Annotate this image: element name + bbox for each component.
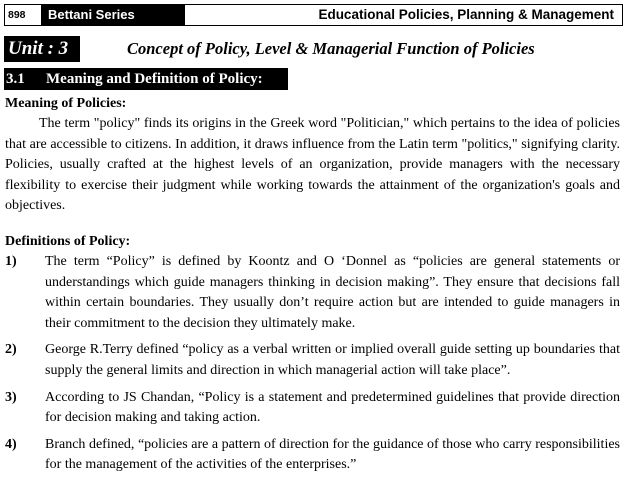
page-body xyxy=(5,94,620,482)
section-heading xyxy=(4,68,288,90)
definitions-heading: Definitions of Policy: xyxy=(5,233,131,249)
section-number: 3.1 xyxy=(6,71,25,87)
definition-number: 1) xyxy=(5,253,17,269)
unit-title: Concept of Policy, Level & Managerial Function of Policies xyxy=(127,39,535,58)
definition-item xyxy=(5,388,620,429)
meaning-paragraph: The term "policy" finds its origins in the Greek word "Politician," which pertains to the idea of policies that are accessible to citizens. In addition, it draws influence from the Latin term "politics," signifying clarity. Policies, usually crafted at the highest levels of an organization, provide managers with the necessary flexibility to exercise their judgment while working towards the attainment of the organization's goals and objectives. xyxy=(5,116,620,214)
definition-number: 2) xyxy=(5,342,17,358)
definition-item xyxy=(5,340,620,381)
definition-item xyxy=(5,435,620,476)
definition-text: According to JS Chandan, “Policy is a statement and predetermined guidelines that provide direction for decision making and taking action. xyxy=(45,389,620,426)
unit-label: Unit : 3 xyxy=(4,36,80,62)
running-header xyxy=(4,4,623,26)
book-title: Educational Policies, Planning & Management xyxy=(185,4,623,26)
definition-text: George R.Terry defined “policy as a verbal written or implied overall guide setting up boundaries that supply the general limits and direction in which managerial action will take place”. xyxy=(45,342,620,378)
series-label: Bettani Series xyxy=(42,4,185,26)
definition-text: Branch defined, “policies are a pattern of direction for the guidance of those who carry responsibilities for the management of the activities of the enterprises.” xyxy=(45,436,620,473)
definition-text: The term “Policy” is defined by Koontz and O ‘Donnel as “policies are general statements or understandings which guide managers thinking in decision making”. They ensure that decisions fall within certain boundaries. They usually don’t require action but are intended to guide managers in their commitment to the decision they ultimately make. xyxy=(45,253,620,331)
page-number: 898 xyxy=(4,4,42,26)
unit-heading xyxy=(4,36,623,64)
meaning-heading: Meaning of Policies: xyxy=(5,96,127,111)
definition-number: 4) xyxy=(5,436,17,452)
section-title: Meaning and Definition of Policy: xyxy=(46,71,263,87)
definition-item xyxy=(5,252,620,334)
definition-number: 3) xyxy=(5,389,17,405)
